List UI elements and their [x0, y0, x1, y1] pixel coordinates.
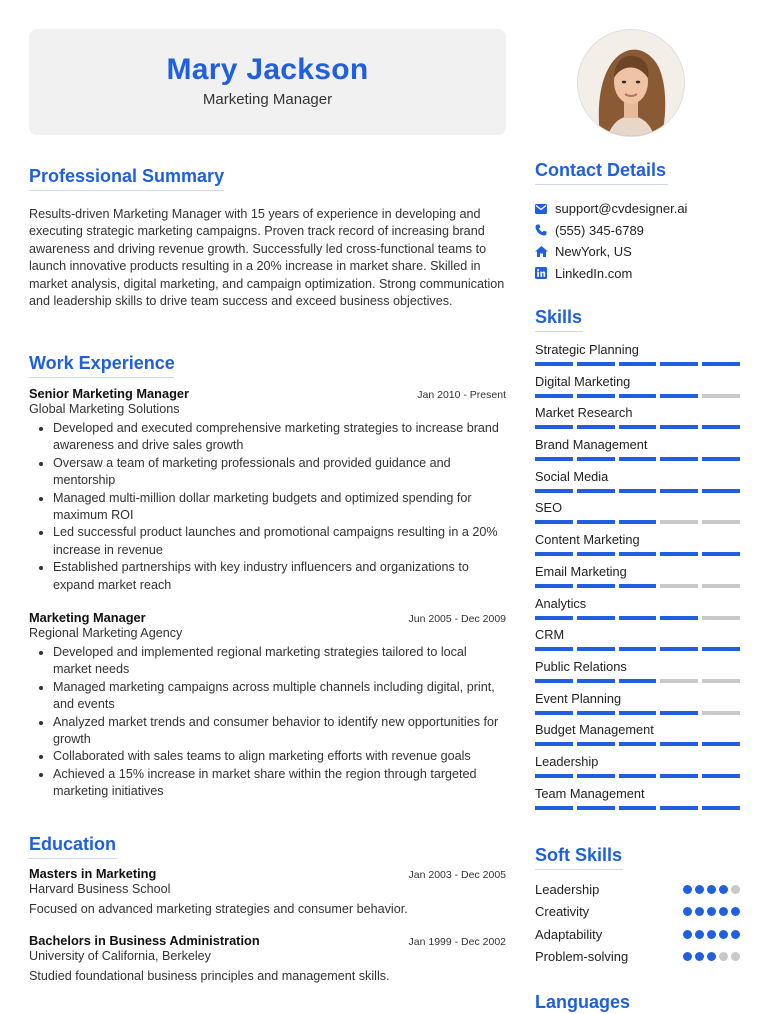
skill-level-segment: [619, 774, 657, 778]
skill-level-segment: [535, 711, 573, 715]
skill-item: [535, 691, 740, 723]
section-divider: [29, 858, 117, 859]
skill-level-bar: [535, 742, 740, 746]
skill-level-segment: [577, 457, 615, 461]
skill-level-segment: [702, 679, 740, 683]
summary-title: Professional Summary: [29, 166, 225, 186]
skills-section: [535, 307, 740, 817]
soft-skill-name: Creativity: [535, 904, 590, 920]
skill-item: [535, 374, 740, 406]
soft-skills-section: [535, 845, 740, 968]
soft-skill-rating: [683, 952, 740, 961]
skill-level-bar: [535, 774, 740, 778]
skill-level-segment: [577, 679, 615, 683]
skill-level-segment: [535, 806, 573, 810]
job-entry: [29, 610, 506, 801]
skill-level-segment: [535, 647, 573, 651]
skill-level-segment: [619, 711, 657, 715]
job-date: Jun 2005 - Dec 2009: [408, 613, 506, 625]
skill-level-segment: [577, 584, 615, 588]
skill-name: Public Relations: [535, 658, 627, 674]
skill-level-bar: [535, 711, 740, 715]
skill-level-bar: [535, 679, 740, 683]
skill-level-segment: [535, 616, 573, 620]
skill-item: [535, 659, 740, 691]
skill-level-segment: [535, 425, 573, 429]
skill-level-segment: [577, 425, 615, 429]
bullet-item: • Achieved a 15% increase in market share within the region through targeted marketing initiatives: [53, 766, 506, 801]
skill-level-segment: [577, 489, 615, 493]
skill-name: Digital Marketing: [535, 373, 631, 389]
rating-dot: [695, 930, 704, 939]
profile-photo: [577, 29, 685, 137]
candidate-role: Marketing Manager: [202, 91, 333, 108]
skill-level-bar: [535, 362, 740, 366]
skill-item: [535, 786, 740, 818]
skill-item: [535, 532, 740, 564]
skill-level-segment: [619, 742, 657, 746]
rating-dot: [719, 907, 728, 916]
name-header: [29, 29, 506, 135]
skill-item: [535, 722, 740, 754]
skill-level-segment: [660, 489, 698, 493]
skill-name: Strategic Planning: [535, 342, 639, 357]
rating-dot: [719, 885, 728, 894]
contact-linkedin-text: LinkedIn.com: [555, 265, 633, 281]
education-title: Education: [29, 834, 117, 854]
skill-level-segment: [702, 362, 740, 366]
education-date: Jan 1999 - Dec 2002: [408, 936, 506, 948]
skill-name: Content Marketing: [535, 532, 640, 548]
degree-title: Bachelors in Business Administration: [29, 933, 260, 948]
soft-skill-item: [535, 901, 740, 924]
skill-level-segment: [577, 362, 615, 366]
skill-level-segment: [660, 552, 698, 556]
contact-phone-text: (555) 345-6789: [555, 222, 644, 238]
skill-level-segment: [702, 616, 740, 620]
rating-dot: [683, 907, 692, 916]
rating-dot: [731, 952, 740, 961]
linkedin-icon: [535, 267, 555, 279]
section-divider: [535, 331, 583, 332]
soft-skill-name: Problem-solving: [535, 949, 629, 965]
job-company: Regional Marketing Agency: [29, 626, 183, 640]
skill-level-segment: [619, 647, 657, 651]
section-divider: [29, 190, 224, 191]
phone-icon: [535, 224, 555, 236]
skill-item: [535, 437, 740, 469]
skill-level-segment: [577, 774, 615, 778]
bullet-item: • Developed and executed comprehensive marketing strategies to increase brand awareness and drive sales growth: [53, 420, 506, 455]
education-entry: [29, 933, 506, 983]
education-date: Jan 2003 - Dec 2005: [408, 869, 506, 881]
skill-level-segment: [535, 394, 573, 398]
rating-dot: [707, 885, 716, 894]
skill-name: Leadership: [535, 753, 599, 769]
summary-text: Results-driven Marketing Manager with 15 years of experience in developing and executing strategic marketing campaigns. Proven track record of increasing brand awareness and driving revenue growth. Successfully led cross-functional teams to launch innovative products resulting in a 20% increase in market share. Skilled in market analysis, digital marketing, and campaign optimization. Strong communication and leadership skills to drive team success and exceed business objectives.: [29, 207, 505, 309]
rating-dot: [695, 907, 704, 916]
skill-level-segment: [535, 520, 573, 524]
skill-level-segment: [702, 742, 740, 746]
skill-level-segment: [702, 457, 740, 461]
skill-level-segment: [535, 679, 573, 683]
soft-skill-rating: [683, 885, 740, 894]
skill-level-segment: [702, 647, 740, 651]
skill-level-bar: [535, 425, 740, 429]
job-entry: [29, 386, 506, 594]
soft-skill-name: Adaptability: [535, 926, 603, 942]
email-icon: [535, 204, 555, 214]
education-section: [29, 834, 506, 859]
skill-item: [535, 564, 740, 596]
skill-name: Budget Management: [535, 722, 654, 738]
education-note: Focused on advanced marketing strategies and consumer behavior.: [29, 902, 408, 916]
skill-level-segment: [660, 584, 698, 588]
skill-level-segment: [660, 362, 698, 366]
experience-section: [29, 353, 506, 378]
skill-level-segment: [660, 647, 698, 651]
job-bullets: [29, 420, 506, 594]
skill-level-segment: [702, 425, 740, 429]
languages-title: Languages: [535, 992, 631, 1012]
experience-title: Work Experience: [29, 353, 175, 373]
contact-email[interactable]: [535, 198, 740, 220]
skill-level-segment: [535, 774, 573, 778]
skill-level-segment: [660, 616, 698, 620]
skill-name: SEO: [535, 500, 563, 516]
skill-level-segment: [660, 742, 698, 746]
languages-section: [535, 992, 740, 1013]
bullet-item: • Established partnerships with key industry influencers and organizations to expand market reach: [53, 559, 506, 594]
soft-skill-rating: [683, 907, 740, 916]
skill-level-bar: [535, 520, 740, 524]
contact-title: Contact Details: [535, 160, 667, 180]
contact-location: [535, 241, 740, 263]
skill-level-segment: [619, 362, 657, 366]
soft-skill-rating: [683, 930, 740, 939]
rating-dot: [683, 885, 692, 894]
skill-item: [535, 405, 740, 437]
skill-level-segment: [577, 742, 615, 746]
rating-dot: [707, 952, 716, 961]
skill-level-segment: [577, 394, 615, 398]
skill-level-segment: [535, 489, 573, 493]
skill-level-segment: [702, 394, 740, 398]
skill-level-segment: [577, 647, 615, 651]
skill-name: CRM: [535, 627, 565, 643]
candidate-name: Mary Jackson: [166, 53, 369, 86]
skill-level-segment: [577, 711, 615, 715]
bullet-item: • Analyzed market trends and consumer behavior to identify new opportunities for growth: [53, 714, 506, 749]
job-bullets: [29, 644, 506, 801]
skill-level-segment: [702, 552, 740, 556]
rating-dot: [707, 907, 716, 916]
contact-location-text: NewYork, US: [555, 244, 632, 260]
soft-skills-title: Soft Skills: [535, 845, 623, 865]
rating-dot: [695, 952, 704, 961]
skill-item: [535, 627, 740, 659]
skill-level-segment: [577, 616, 615, 620]
skill-level-segment: [660, 520, 698, 524]
contact-linkedin[interactable]: [535, 263, 740, 285]
skill-level-bar: [535, 584, 740, 588]
skill-level-bar: [535, 616, 740, 620]
skill-level-bar: [535, 489, 740, 493]
skill-level-segment: [660, 394, 698, 398]
skill-level-segment: [535, 742, 573, 746]
skill-level-segment: [660, 806, 698, 810]
skill-name: Event Planning: [535, 690, 622, 706]
school-name: Harvard Business School: [29, 882, 171, 896]
skill-level-bar: [535, 806, 740, 810]
section-divider: [29, 377, 174, 378]
bullet-item: • Collaborated with sales teams to align marketing efforts with revenue goals: [53, 748, 506, 765]
skill-item: [535, 596, 740, 628]
contact-section: [535, 160, 740, 284]
education-entry: [29, 866, 506, 916]
bullet-item: • Oversaw a team of marketing professionals and provided guidance and mentorship: [53, 455, 506, 490]
rating-dot: [695, 885, 704, 894]
rating-dot: [683, 930, 692, 939]
skill-level-segment: [535, 362, 573, 366]
section-divider: [535, 184, 668, 185]
skill-name: Email Marketing: [535, 563, 627, 579]
skill-item: [535, 500, 740, 532]
skill-level-segment: [619, 679, 657, 683]
skill-level-segment: [660, 774, 698, 778]
skill-name: Market Research: [535, 405, 633, 421]
skill-level-segment: [619, 806, 657, 810]
skill-level-segment: [535, 552, 573, 556]
education-note: Studied foundational business principles and management skills.: [29, 969, 390, 983]
rating-dot: [731, 907, 740, 916]
skill-name: Brand Management: [535, 437, 648, 453]
soft-skill-item: [535, 946, 740, 969]
contact-phone[interactable]: [535, 220, 740, 242]
bullet-item: • Managed multi-million dollar marketing budgets and optimized spending for maximum ROI: [53, 490, 506, 525]
skill-level-segment: [577, 806, 615, 810]
soft-skill-item: [535, 923, 740, 946]
school-name: University of California, Berkeley: [29, 949, 211, 963]
skill-level-segment: [619, 552, 657, 556]
job-company: Global Marketing Solutions: [29, 402, 180, 416]
skill-level-segment: [702, 489, 740, 493]
skill-level-segment: [619, 520, 657, 524]
rating-dot: [683, 952, 692, 961]
skill-level-segment: [535, 584, 573, 588]
job-title: Senior Marketing Manager: [29, 386, 189, 401]
bullet-item: • Managed marketing campaigns across multiple channels including digital, print, and events: [53, 679, 506, 714]
bullet-item: • Developed and implemented regional marketing strategies tailored to local market needs: [53, 644, 506, 679]
section-divider: [535, 869, 623, 870]
skill-level-segment: [619, 584, 657, 588]
skill-level-segment: [619, 394, 657, 398]
skill-level-segment: [619, 616, 657, 620]
rating-dot: [719, 952, 728, 961]
job-title: Marketing Manager: [29, 610, 146, 625]
skill-name: Team Management: [535, 785, 645, 801]
skills-title: Skills: [535, 307, 583, 327]
skill-level-segment: [660, 457, 698, 461]
portrait-image: [578, 30, 684, 136]
degree-title: Masters in Marketing: [29, 866, 157, 881]
skill-level-segment: [577, 520, 615, 524]
skill-level-segment: [702, 806, 740, 810]
rating-dot: [731, 885, 740, 894]
skill-name: Social Media: [535, 468, 609, 484]
skill-level-segment: [619, 489, 657, 493]
bullet-item: • Led successful product launches and promotional campaigns resulting in a 20% increase in revenue: [53, 524, 506, 559]
skill-level-bar: [535, 647, 740, 651]
skill-level-segment: [660, 711, 698, 715]
skill-level-segment: [702, 711, 740, 715]
skill-level-segment: [702, 520, 740, 524]
skill-item: [535, 754, 740, 786]
skill-item: [535, 342, 740, 374]
skill-level-bar: [535, 394, 740, 398]
skill-level-bar: [535, 552, 740, 556]
soft-skills-list: [535, 878, 740, 968]
soft-skill-item: [535, 878, 740, 901]
rating-dot: [731, 930, 740, 939]
skill-level-segment: [660, 679, 698, 683]
contact-email-text: support@cvdesigner.ai: [555, 201, 688, 217]
skills-list: [535, 342, 740, 817]
skill-level-segment: [577, 552, 615, 556]
skill-level-segment: [660, 425, 698, 429]
job-date: Jan 2010 - Present: [417, 389, 506, 401]
soft-skill-name: Leadership: [535, 881, 600, 897]
skill-level-segment: [619, 457, 657, 461]
rating-dot: [719, 930, 728, 939]
skill-item: [535, 469, 740, 501]
skill-level-segment: [702, 584, 740, 588]
skill-level-segment: [619, 425, 657, 429]
rating-dot: [707, 930, 716, 939]
skill-level-segment: [702, 774, 740, 778]
skill-level-segment: [535, 457, 573, 461]
home-icon: [535, 246, 555, 257]
summary-section: [29, 166, 506, 310]
skill-name: Analytics: [535, 595, 587, 611]
skill-level-bar: [535, 457, 740, 461]
